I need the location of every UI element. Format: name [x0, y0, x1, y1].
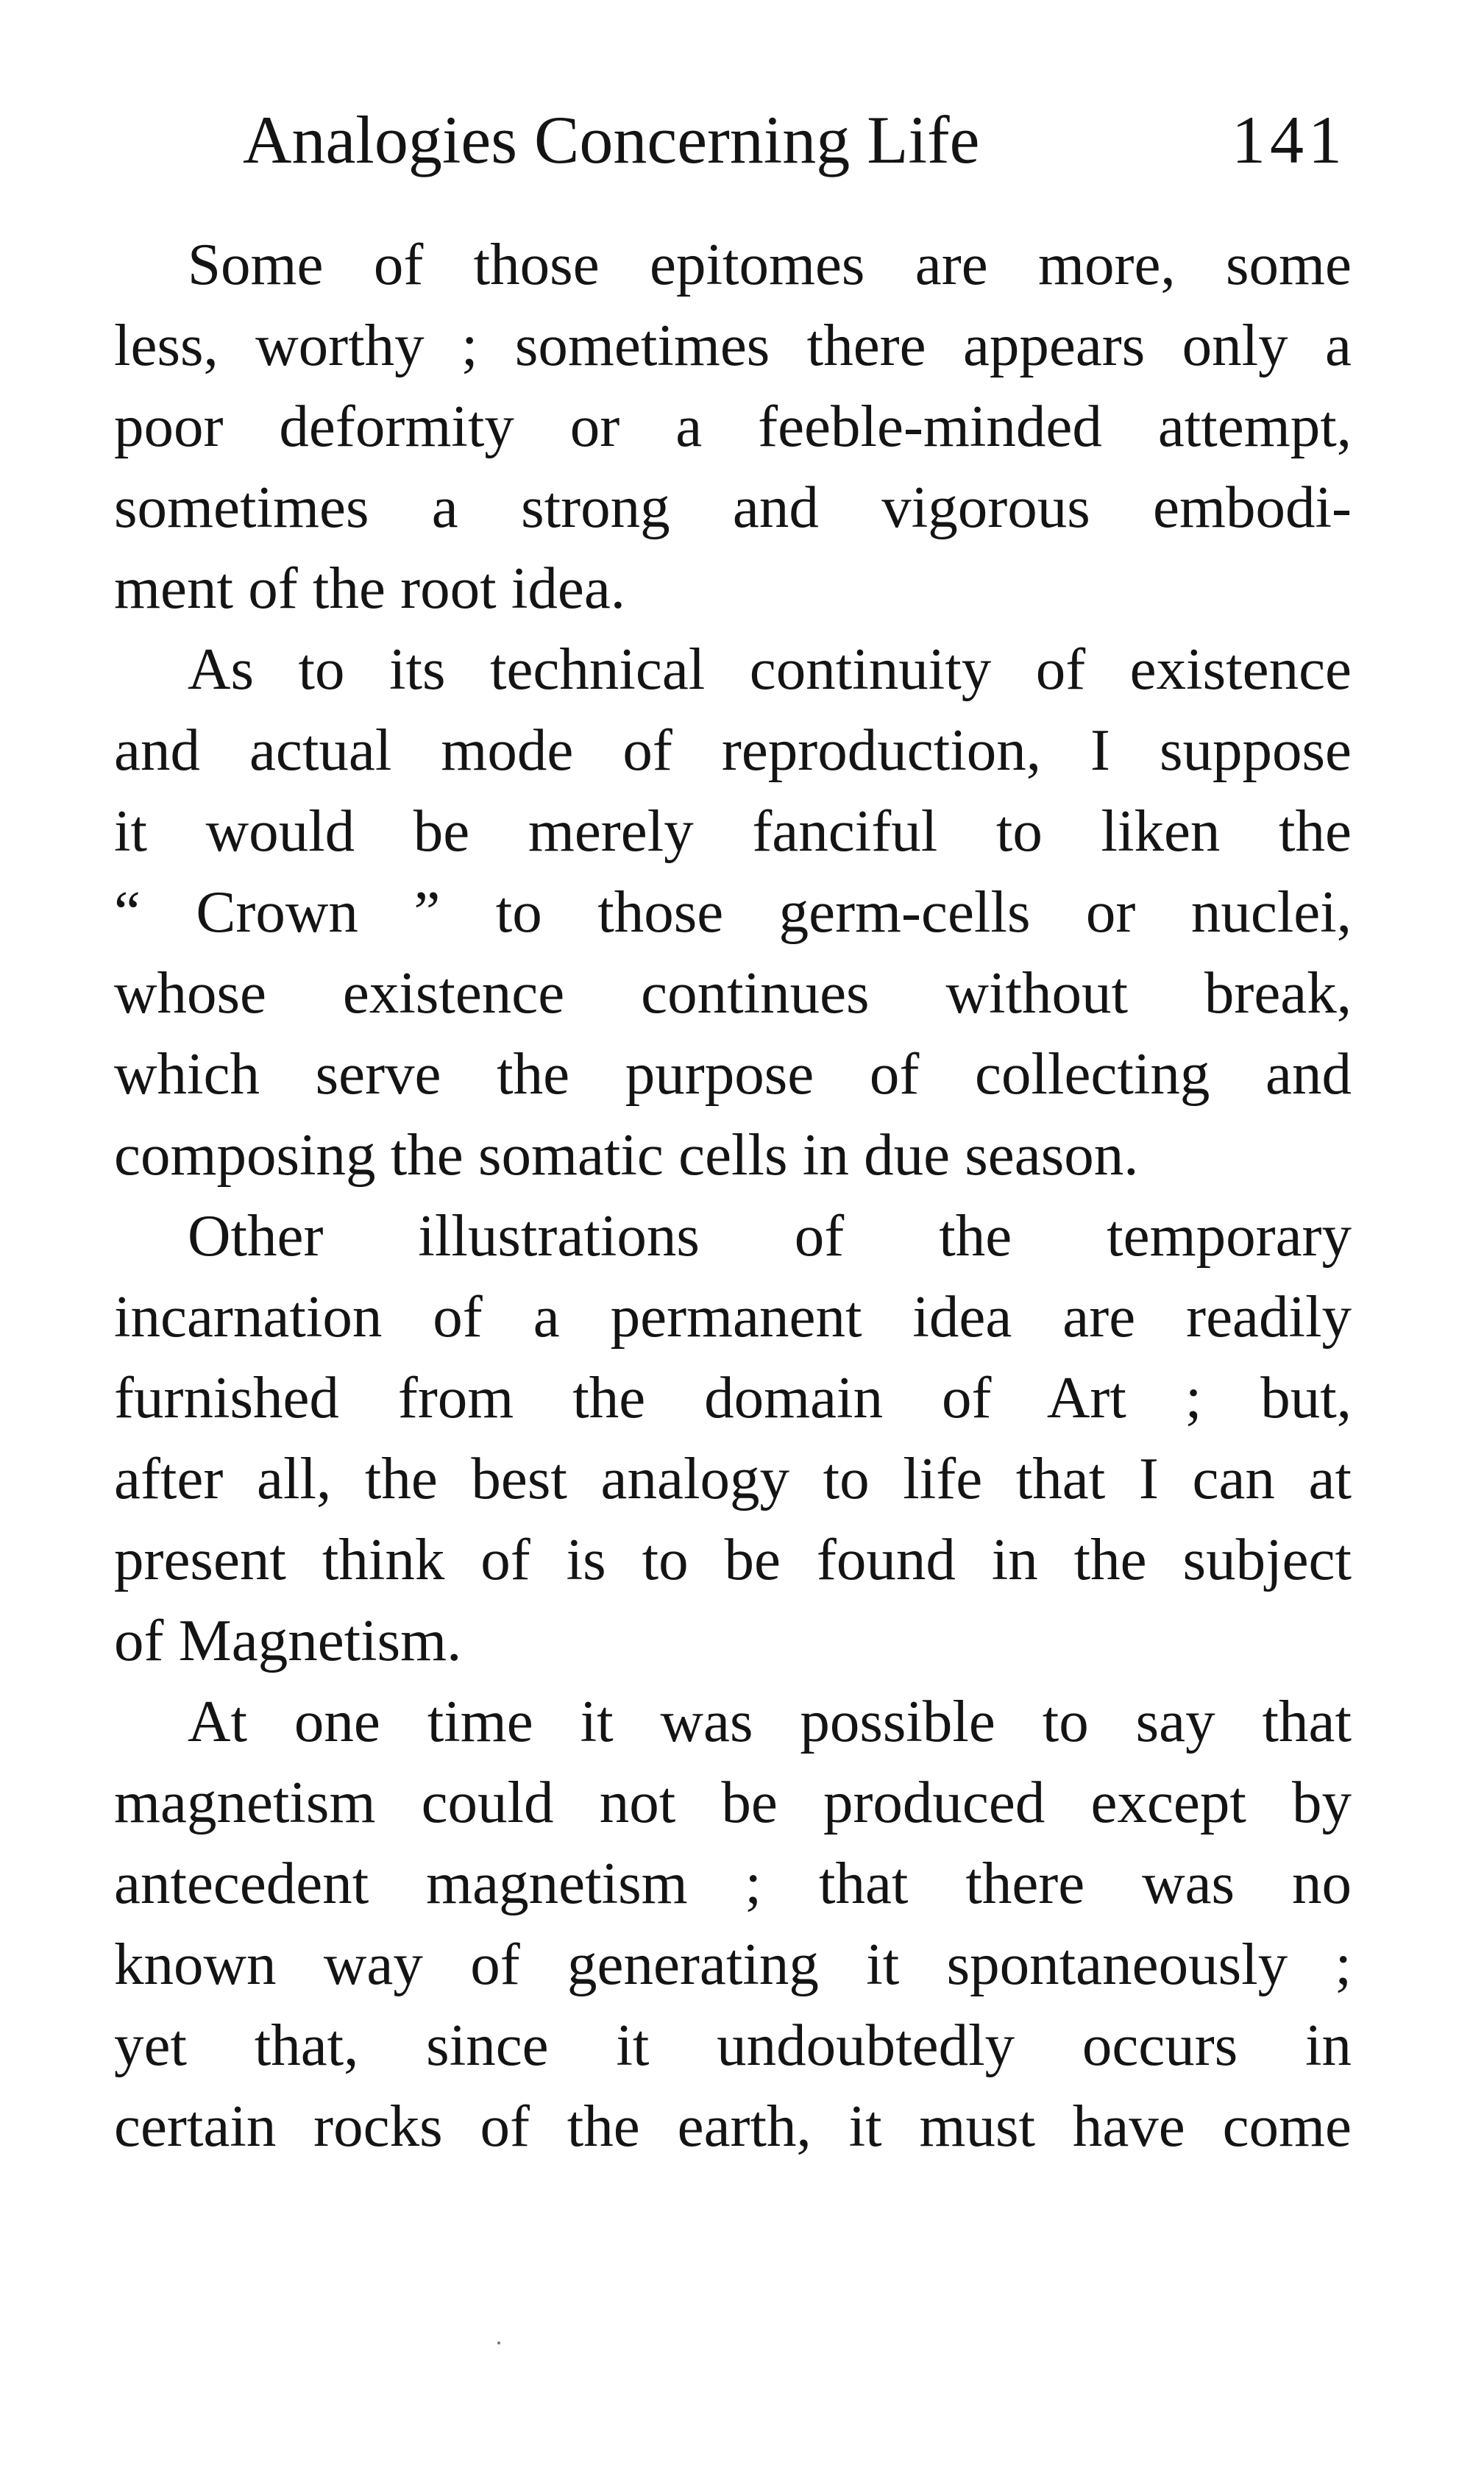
text-line: poor deformity or a feeble-minded attempt,	[114, 393, 1352, 459]
text-line: sometimes a strong and vigorous embodi-	[114, 474, 1352, 540]
text-line: it would be merely fanciful to liken the	[114, 798, 1352, 864]
running-head	[243, 96, 1346, 184]
text-line: known way of generating it spontaneously ;	[114, 1931, 1352, 1997]
text-line: yet that, since it undoubtedly occurs in	[114, 2012, 1352, 2078]
text-line: Other illustrations of the temporary	[188, 1202, 1352, 1269]
text-line: incarnation of a permanent idea are readily	[114, 1283, 1352, 1350]
text-line: certain rocks of the earth, it must have come	[114, 2093, 1352, 2159]
text-line: As to its technical continuity of existence	[188, 636, 1352, 702]
text-line: less, worthy ; sometimes there appears only a	[114, 312, 1352, 378]
text-line: present think of is to be found in the subject	[114, 1526, 1352, 1592]
text-line: “ Crown ” to those germ-cells or nuclei,	[114, 879, 1352, 945]
text-line: At one time it was possible to say that	[188, 1688, 1352, 1754]
print-speck	[497, 2342, 500, 2344]
text-line: whose existence continues without break,	[114, 960, 1352, 1026]
text-line: ment of the root idea.	[114, 555, 626, 621]
text-line: antecedent magnetism ; that there was no	[114, 1850, 1352, 1916]
text-line: which serve the purpose of collecting and	[114, 1041, 1352, 1107]
text-line: furnished from the domain of Art ; but,	[114, 1364, 1352, 1431]
page-number: 141	[1232, 102, 1346, 177]
text-line: magnetism could not be produced except by	[114, 1769, 1352, 1835]
running-head-title: Analogies Concerning Life	[243, 102, 980, 177]
text-line: and actual mode of reproduction, I suppose	[114, 717, 1352, 783]
text-line: after all, the best analogy to life that I can at	[114, 1445, 1352, 1511]
text-line: of Magnetism.	[114, 1607, 462, 1673]
text-line: Some of those epitomes are more, some	[188, 231, 1352, 297]
text-line: composing the somatic cells in due season.	[114, 1121, 1139, 1188]
body-text	[114, 224, 1352, 2166]
